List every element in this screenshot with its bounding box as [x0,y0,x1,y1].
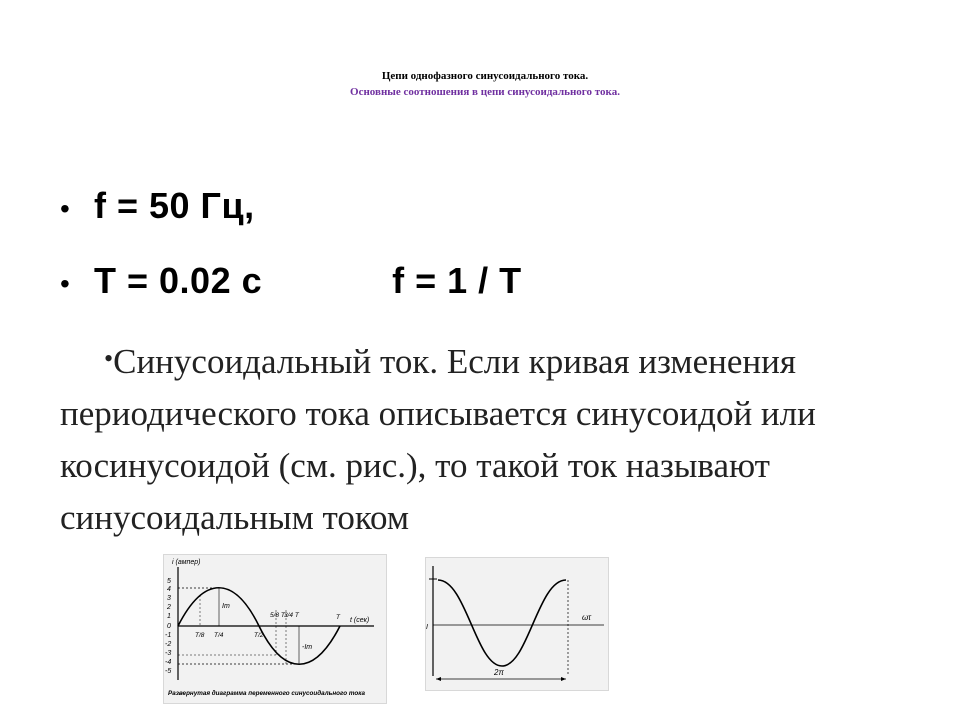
cosine-curve [438,580,566,666]
period-formula: T = 0.02 с [94,260,263,301]
x-axis-label: ωτ [582,613,592,622]
peak-label: Im [222,603,230,610]
y-tick: 4 [167,586,171,593]
y-tick-labels [165,578,171,675]
figure-caption: Развернутая диаграмма переменного синусоидального тока [168,690,365,697]
title-line-1: Цепи однофазного синусоидального тока. [381,70,589,82]
x-tick: T [336,614,340,621]
paragraph-text: Синусоидальный ток. Если кривая изменения периодического тока описывается синусоидой или косинусоидой (см. рис.), то такой ток называют синусоидальным током [60,342,816,537]
arrow-head-right [561,677,566,681]
x-tick: 3/4 T [284,612,299,619]
cosine-diagram-svg [426,558,608,690]
y-tick: 5 [167,578,171,585]
period-label: 2π [494,668,504,677]
y-tick: 3 [167,595,171,602]
cosine-diagram-figure [425,557,609,691]
bullet-marker: • [60,268,70,299]
x-axis-label: t (сек) [350,617,370,624]
y-tick: -1 [165,632,172,639]
arrow-head-left [436,677,441,681]
y-tick: 2 [167,604,171,611]
bullet-frequency [60,185,255,227]
y-tick: -2 [165,641,172,648]
bullet-period [60,260,522,302]
trough-label: -Im [302,644,313,651]
y-axis-label: i (ампер) [172,559,201,566]
y-tick: -4 [165,659,172,666]
y-axis-mark: I [426,624,428,631]
x-tick: 5/8 T [270,612,285,619]
y-tick: -3 [165,650,172,657]
frequency-relation-formula: f = 1 / T [392,260,522,301]
sinusoidal-current-paragraph [60,333,900,544]
y-tick: 0 [167,623,171,630]
x-tick: T/2 [254,632,264,639]
sine-diagram-figure [163,554,387,704]
x-tick: T/4 [214,632,224,639]
slide-title [0,70,960,98]
title-line-2: Основные соотношения в цепи синусоидального тока. [350,86,620,98]
frequency-formula: f = 50 Гц, [94,185,255,226]
sine-diagram-svg [164,555,386,703]
y-tick: -5 [165,668,172,675]
paragraph-bullet: • [104,344,114,373]
bullet-marker: • [60,193,70,224]
y-tick: 1 [167,613,171,620]
x-tick: T/8 [195,632,205,639]
